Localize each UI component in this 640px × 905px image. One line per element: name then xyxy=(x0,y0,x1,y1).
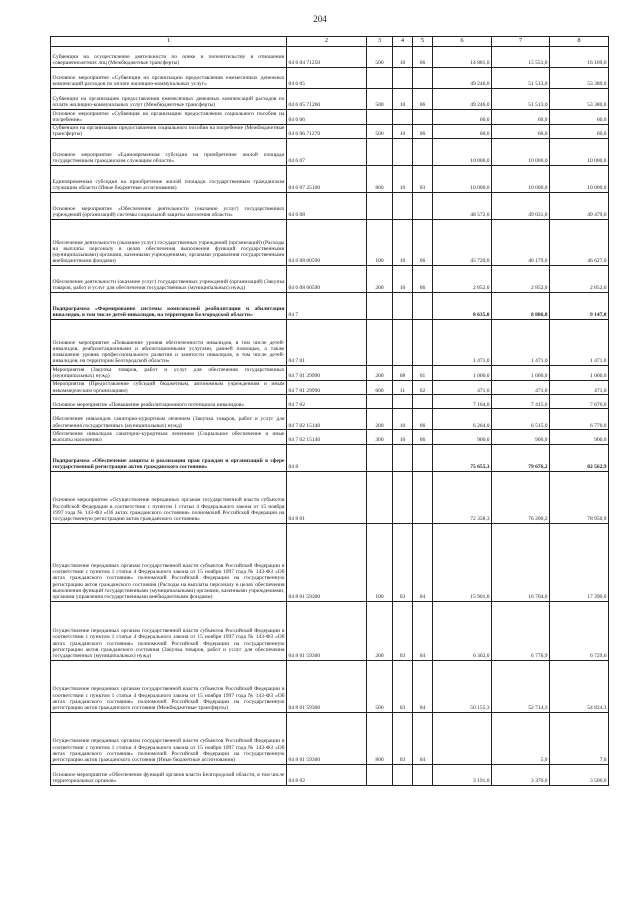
subsection-code xyxy=(413,444,433,471)
amount-year-1 xyxy=(433,712,492,764)
page-number: 204 xyxy=(313,14,327,24)
amount-year-2: 2 852,0 xyxy=(492,266,550,293)
table-row xyxy=(51,68,609,89)
budget-code: 04 6 05 xyxy=(287,68,367,89)
section-code: 03 xyxy=(393,712,413,764)
item-name: Основное мероприятие «Повышение реабилитационного потенциала инвалидов» xyxy=(51,395,287,409)
amount-year-2: 16 704,0 xyxy=(492,523,550,601)
expense-type: 800 xyxy=(367,712,393,764)
amount-year-1: 60,0 xyxy=(433,124,492,139)
item-name: Единовременная субсидия на приобретение жилой площади государственным гражданским служащим области (Иные бюджетные ассигнования) xyxy=(51,166,287,193)
expense-type: 200 xyxy=(367,266,393,293)
amount-year-1: 3 191,0 xyxy=(433,764,492,785)
expense-type: 200 xyxy=(367,409,393,430)
section-code: 03 xyxy=(393,523,413,601)
expense-type xyxy=(367,471,393,523)
amount-year-2: 900,0 xyxy=(492,430,550,445)
section-code xyxy=(393,110,413,125)
amount-year-2: 7 415,0 xyxy=(492,395,550,409)
item-name: Субвенции на организацию предоставления социального пособия на погребение (Межбюджетные трансферты) xyxy=(52,125,285,138)
section-code xyxy=(393,471,413,523)
table-row xyxy=(51,266,609,293)
subsection-code: 06 xyxy=(413,220,433,266)
amount-year-1: 48 572,0 xyxy=(433,193,492,220)
item-name: Основное мероприятие «Субвенция на организацию предоставления социального пособия на погребение» xyxy=(52,110,285,123)
subsection-code: 06 xyxy=(413,409,433,430)
budget-code: 04 8 01 xyxy=(287,471,367,523)
header-row xyxy=(51,37,609,47)
budget-code: 04 8 01 59300 xyxy=(287,712,367,764)
item-name: Основное мероприятие «Обеспечение деятельности (оказание услуг) государственных учреждений (организаций) системы социальной защиты населения области» xyxy=(51,193,287,220)
item-name: Мероприятия (Предоставление субсидий бюджетным, автономным учреждениям и иным некоммерческим организациям) xyxy=(52,381,285,394)
expense-type: 100 xyxy=(367,523,393,601)
section-code: 10 xyxy=(393,409,413,430)
subsection-code xyxy=(413,764,433,785)
amount-year-1: 471,0 xyxy=(433,380,492,395)
amount-year-2: 79 676,2 xyxy=(492,444,550,471)
item-name: Обеспечение инвалидов санаторно-курортным лечением (Социальное обеспечение и иные выплаты населению) xyxy=(52,430,285,444)
amount-year-3: 78 950,9 xyxy=(550,471,609,523)
amount-year-3: 53 380,0 xyxy=(550,68,609,89)
expense-type xyxy=(367,139,393,166)
amount-year-3: 82 562,9 xyxy=(550,444,609,471)
expense-type: 800 xyxy=(367,166,393,193)
column-header: 5 xyxy=(413,37,433,47)
budget-table xyxy=(50,36,609,786)
amount-year-1: 6 264,0 xyxy=(433,409,492,430)
table-row xyxy=(51,220,609,266)
item-name: Субвенции на осуществление деятельности по опеке и попечительству в отношении совершеннолетних лиц (Межбюджетные трансферты) xyxy=(51,47,287,68)
amount-year-1: 45 720,0 xyxy=(433,220,492,266)
amount-year-3: 9 147,0 xyxy=(550,293,609,320)
column-header: 7 xyxy=(492,37,550,47)
amount-year-3: 1 000,0 xyxy=(550,366,609,381)
table-row xyxy=(51,193,609,220)
amount-year-2: 46 179,0 xyxy=(492,220,550,266)
amount-year-1: 60,0 xyxy=(433,110,492,125)
subsection-code xyxy=(413,395,433,409)
table-row xyxy=(51,139,609,166)
amount-year-2: 51 513,0 xyxy=(492,89,550,110)
item-name: Мероприятия (Закупка товаров, работ и услуг для обеспечения государственных (муниципальных) нужд) xyxy=(52,366,285,379)
amount-year-3: 10 000,0 xyxy=(550,139,609,166)
amount-year-3: 3 506,0 xyxy=(550,764,609,785)
amount-year-3: 54 824,3 xyxy=(550,660,609,712)
amount-year-1: 1 000,0 xyxy=(433,366,492,381)
amount-year-1: 2 852,0 xyxy=(433,266,492,293)
expense-type xyxy=(367,110,393,125)
table-row xyxy=(51,166,609,193)
item-name: Обеспечение деятельности (оказание услуг) государственных учреждений (организаций) (Закупка товаров, работ и услуг для обеспечения государственных (муниципальных) нужд) xyxy=(51,266,287,293)
subsection-code xyxy=(413,293,433,320)
expense-type: 500 xyxy=(367,89,393,110)
section-code xyxy=(393,395,413,409)
item-name: Осуществление переданных органам государственной власти субъектов Российской Федерации в соответствии с пунктом 1 статьи 4 Федерального закона от 15 ноября 1997 года № 143-ФЗ «Об актах гражданского состояния» полномочий Российской Федерации на государственную регистрацию актов гражданского состояния (Межбюджетные трансферты) xyxy=(51,660,287,712)
expense-type: 200 xyxy=(367,601,393,660)
expense-type xyxy=(367,293,393,320)
subsection-code xyxy=(413,68,433,89)
table-row xyxy=(51,89,609,110)
item-name: Подпрограмма «Формирование системы комплексной реабилитации и абилитации инвалидов, в том числе детей-инвалидов, на территории Белгородской области» xyxy=(51,293,287,320)
subsection-code xyxy=(413,193,433,220)
section-code: 08 xyxy=(393,366,413,381)
amount-year-1: 10 000,0 xyxy=(433,166,492,193)
table-row xyxy=(51,471,609,523)
section-code: 10 xyxy=(393,47,413,68)
amount-year-3: 6 776,0 xyxy=(550,409,609,430)
amount-year-2: 52 714,3 xyxy=(492,660,550,712)
amount-year-3: 2 852,0 xyxy=(550,266,609,293)
table-row xyxy=(51,660,609,712)
expense-type: 500 xyxy=(367,124,393,139)
column-header: 6 xyxy=(433,37,492,47)
expense-type: 600 xyxy=(367,380,393,395)
subsection-code: 04 xyxy=(413,712,433,764)
item-name: Осуществление переданных органам государственной власти субъектов Российской Федерации в соответствии с пунктом 1 статьи 4 Федерального закона от 15 ноября 1997 года № 143-ФЗ «Об актах гражданского состояния» полномочий Российской Федерации на государственную регистрацию актов гражданского состояния (Закупка товаров, работ и услуг для обеспечения государственных (муниципальных) нужд) xyxy=(51,601,287,660)
item-name: Основное мероприятие «Субвенции на организацию предоставления ежемесячных денежных компенсаций расходов по оплате жилищно-коммунальных услуг» xyxy=(51,68,287,89)
budget-code: 04 6 08 00590 xyxy=(287,220,367,266)
amount-year-1: 50 155,3 xyxy=(433,660,492,712)
section-code xyxy=(393,293,413,320)
budget-code: 04 6 04 71250 xyxy=(287,47,367,68)
amount-year-3: 60,0 xyxy=(550,110,609,125)
item-name: Основное мероприятие «Повышение уровня обеспеченности инвалидов, в том числе детей-инвалидов, реабилитационными и абилитационными услугами, ранней помощью, а также повышение уровня профессионального развития и занятости инвалидов, в том числе детей-инвалидов, на территории Белгородской области» xyxy=(51,320,287,366)
subsection-code: 04 xyxy=(413,601,433,660)
table-row xyxy=(51,764,609,785)
amount-year-2: 1 000,0 xyxy=(492,366,550,381)
amount-year-1: 75 655,3 xyxy=(433,444,492,471)
amount-year-1: 10 000,0 xyxy=(433,139,492,166)
expense-type: 300 xyxy=(367,430,393,445)
budget-code: 04 7 02 15140 xyxy=(287,430,367,445)
amount-year-3: 6 729,6 xyxy=(550,601,609,660)
expense-type xyxy=(367,444,393,471)
subsection-code: 03 xyxy=(413,166,433,193)
subsection-code: 04 xyxy=(413,660,433,712)
amount-year-2: 8 886,0 xyxy=(492,293,550,320)
amount-year-2: 60,0 xyxy=(492,110,550,125)
amount-year-1: 49 246,0 xyxy=(433,68,492,89)
table-row xyxy=(51,409,609,430)
expense-type xyxy=(367,193,393,220)
amount-year-3: 1 471,0 xyxy=(550,320,609,366)
subsection-code xyxy=(413,110,433,125)
amount-year-2: 15 551,0 xyxy=(492,47,550,68)
amount-year-1: 14 881,0 xyxy=(433,47,492,68)
amount-year-3: 471,0 xyxy=(550,380,609,395)
budget-code: 04 6 06 71270 xyxy=(287,124,367,139)
item-name: Подпрограмма «Обеспечение защиты и реализации прав граждан и организаций в сфере государственной регистрации актов гражданского состояния» xyxy=(51,444,287,471)
table-body xyxy=(51,47,609,786)
budget-code: 04 6 07 25100 xyxy=(287,166,367,193)
section-code xyxy=(393,193,413,220)
table-row xyxy=(51,320,609,366)
section-code xyxy=(393,764,413,785)
amount-year-2: 76 200,2 xyxy=(492,471,550,523)
amount-year-1: 49 246,0 xyxy=(433,89,492,110)
amount-year-3: 17 390,0 xyxy=(550,523,609,601)
section-code xyxy=(393,320,413,366)
amount-year-1: 900,0 xyxy=(433,430,492,445)
subsection-code xyxy=(413,139,433,166)
subsection-code: 06 xyxy=(413,266,433,293)
section-code: 03 xyxy=(393,601,413,660)
section-code xyxy=(393,68,413,89)
item-name: Основное мероприятие «Обеспечение функций органов власти Белгородской области, в том числе территориальных органов» xyxy=(51,764,287,785)
subsection-code: 04 xyxy=(413,523,433,601)
expense-type: 100 xyxy=(367,220,393,266)
amount-year-2: 51 513,0 xyxy=(492,68,550,89)
subsection-code: 02 xyxy=(413,380,433,395)
section-code: 10 xyxy=(393,166,413,193)
table-row xyxy=(51,47,609,68)
budget-code: 04 6 05 71260 xyxy=(287,89,367,110)
amount-year-2: 60,0 xyxy=(492,124,550,139)
amount-year-2: 3 370,0 xyxy=(492,764,550,785)
amount-year-3: 46 627,0 xyxy=(550,220,609,266)
expense-type: 500 xyxy=(367,660,393,712)
amount-year-2: 10 000,0 xyxy=(492,166,550,193)
budget-code: 04 8 01 59300 xyxy=(287,601,367,660)
amount-year-2: 5,0 xyxy=(492,712,550,764)
amount-year-3: 7 676,0 xyxy=(550,395,609,409)
amount-year-1: 6 302,0 xyxy=(433,601,492,660)
budget-code: 04 6 08 00590 xyxy=(287,266,367,293)
section-code: 10 xyxy=(393,89,413,110)
item-name: Осуществление переданных органам государственной власти субъектов Российской Федерации в соответствии с пунктом 1 статьи 4 Федерального закона от 15 ноября 1997 года № 143-ФЗ «Об актах гражданского состояния» полномочий Российской Федерации на государственную регистрацию актов гражданского состояния (Иные бюджетные ассигнования) xyxy=(51,712,287,764)
budget-code: 04 6 06 xyxy=(287,110,367,125)
amount-year-3: 60,0 xyxy=(550,124,609,139)
item-name: Основное мероприятие «Осуществление переданных органам государственной власти субъектов Российской Федерации в соответствии с пунктом 1 статьи 4 Федерального закона от 15 ноября 1997 года № 143-ФЗ «Об актах гражданского состояния» полномочий Российской Федерации на государственную регистрацию актов гражданского состояния» xyxy=(51,471,287,523)
column-header: 4 xyxy=(393,37,413,47)
budget-code: 04 7 01 29990 xyxy=(287,380,367,395)
budget-code: 04 8 xyxy=(287,444,367,471)
table-row xyxy=(51,523,609,601)
item-name: Основное мероприятие «Единовременная субсидия на приобретение жилой площади государственным гражданским служащим области» xyxy=(51,139,287,166)
amount-year-3: 7,0 xyxy=(550,712,609,764)
table-row xyxy=(51,712,609,764)
column-header: 8 xyxy=(550,37,609,47)
table-row xyxy=(51,293,609,320)
amount-year-2: 471,0 xyxy=(492,380,550,395)
table-row xyxy=(51,430,609,445)
column-header: 1 xyxy=(51,37,287,47)
budget-code: 04 7 xyxy=(287,293,367,320)
table-row xyxy=(51,124,609,139)
subsection-code xyxy=(413,471,433,523)
amount-year-3: 53 380,0 xyxy=(550,89,609,110)
column-header: 3 xyxy=(367,37,393,47)
expense-type xyxy=(367,395,393,409)
budget-code: 04 7 01 xyxy=(287,320,367,366)
table-row xyxy=(51,444,609,471)
budget-code: 04 7 02 xyxy=(287,395,367,409)
amount-year-1: 72 358,3 xyxy=(433,471,492,523)
subsection-code: 06 xyxy=(413,430,433,445)
amount-year-2: 6 515,0 xyxy=(492,409,550,430)
budget-code: 04 8 02 xyxy=(287,764,367,785)
section-code: 03 xyxy=(393,660,413,712)
table-row xyxy=(51,395,609,409)
amount-year-2: 6 776,9 xyxy=(492,601,550,660)
amount-year-1: 1 471,0 xyxy=(433,320,492,366)
expense-type xyxy=(367,320,393,366)
amount-year-2: 49 031,0 xyxy=(492,193,550,220)
amount-year-3: 49 479,0 xyxy=(550,193,609,220)
subsection-code: 01 xyxy=(413,366,433,381)
expense-type xyxy=(367,764,393,785)
budget-code: 04 6 07 xyxy=(287,139,367,166)
amount-year-1: 7 164,0 xyxy=(433,395,492,409)
budget-code: 04 7 02 15140 xyxy=(287,409,367,430)
subsection-code xyxy=(413,320,433,366)
section-code: 10 xyxy=(393,430,413,445)
section-code: 10 xyxy=(393,220,413,266)
section-code xyxy=(393,444,413,471)
amount-year-3: 900,0 xyxy=(550,430,609,445)
budget-code: 04 6 08 xyxy=(287,193,367,220)
expense-type xyxy=(367,68,393,89)
budget-code: 04 8 01 59300 xyxy=(287,660,367,712)
section-code: 10 xyxy=(393,266,413,293)
amount-year-3: 16 109,0 xyxy=(550,47,609,68)
subsection-code: 06 xyxy=(413,124,433,139)
item-name: Обеспечение деятельности (оказание услуг) государственных учреждений (организаций) (Расходы на выплаты персоналу в целях обеспечения выполнения функций государственными (муниципальными) органами, казенными учреждениями, органами управления государственными внебюджетными фондами) xyxy=(51,220,287,266)
amount-year-3: 10 000,0 xyxy=(550,166,609,193)
amount-year-2: 10 000,0 xyxy=(492,139,550,166)
budget-code: 04 8 01 59300 xyxy=(287,523,367,601)
amount-year-2: 1 471,0 xyxy=(492,320,550,366)
table-row xyxy=(51,601,609,660)
item-name: Субвенции на организацию предоставления ежемесячных денежных компенсаций расходов по оплате жилищно-коммунальных услуг (Межбюджетные трансферты) xyxy=(51,89,287,110)
expense-type: 200 xyxy=(367,366,393,381)
section-code: 10 xyxy=(393,124,413,139)
budget-code: 04 7 01 29990 xyxy=(287,366,367,381)
table-row xyxy=(51,110,609,125)
table-row xyxy=(51,366,609,381)
item-name: Осуществление переданных органам государственной власти субъектов Российской Федерации в соответствии с пунктом 1 статьи 4 Федерального закона от 15 ноября 1997 года № 143-ФЗ «Об актах гражданского состояния» полномочий Российской Федерации на государственную регистрацию актов гражданского состояния (Расходы на выплаты персоналу в целях обеспечения выполнения функций государственными (муниципальными) органами, казенными учреждениями, органами управления государственными внебюджетными фондами) xyxy=(51,523,287,601)
amount-year-1: 8 635,0 xyxy=(433,293,492,320)
item-name: Обеспечение инвалидов санаторно-курортным лечением (Закупка товаров, работ и услуг для обеспечения государственных (муниципальных) нужд) xyxy=(51,409,287,430)
expense-type: 500 xyxy=(367,47,393,68)
subsection-code: 06 xyxy=(413,89,433,110)
amount-year-1: 15 901,0 xyxy=(433,523,492,601)
column-header: 2 xyxy=(287,37,367,47)
section-code xyxy=(393,139,413,166)
section-code: 11 xyxy=(393,380,413,395)
table-row xyxy=(51,380,609,395)
subsection-code: 06 xyxy=(413,47,433,68)
